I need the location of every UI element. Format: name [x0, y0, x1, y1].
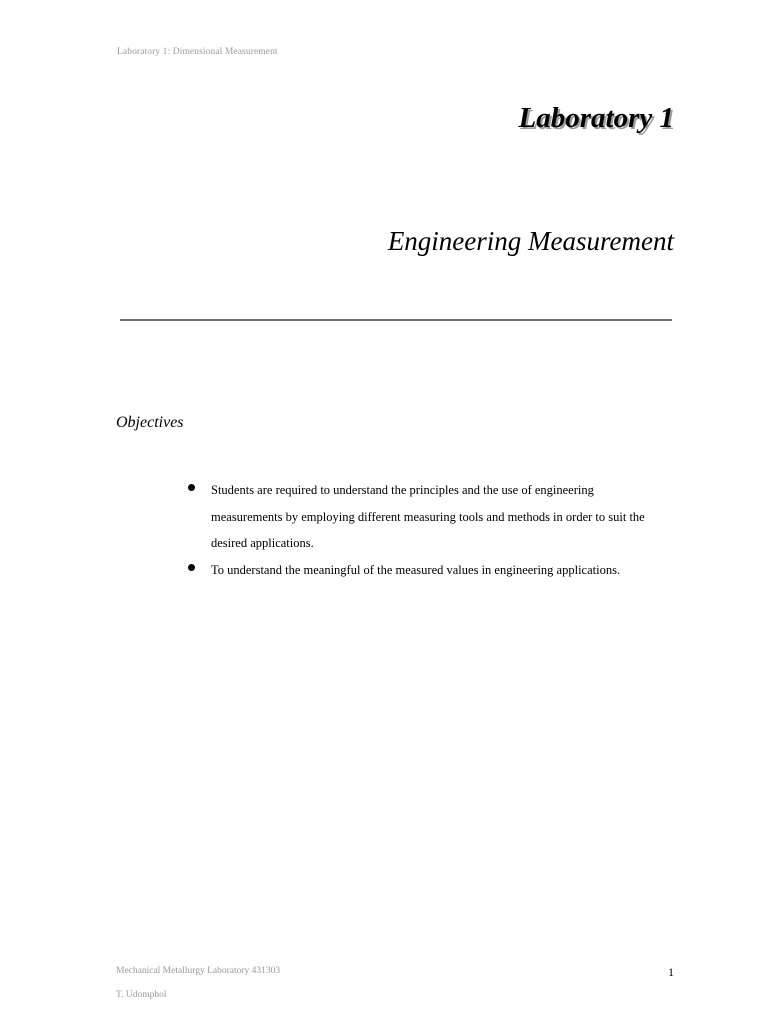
- bullet-icon: [188, 484, 195, 491]
- footer-course: Mechanical Metallurgy Laboratory 431303: [116, 966, 281, 976]
- subject-title: Engineering Measurement: [387, 226, 674, 256]
- title-divider: [120, 319, 672, 321]
- objective-item: [186, 477, 666, 557]
- objectives-list: [186, 477, 666, 583]
- bullet-icon: [188, 564, 195, 571]
- lab-title: Laboratory 1: [518, 102, 674, 134]
- running-header: Laboratory 1: Dimensional Measurement: [117, 47, 278, 57]
- footer-author: T. Udomphol: [116, 990, 167, 1000]
- objective-item: [186, 557, 666, 584]
- objective-text: Students are required to understand the principles and the use of engineering measurements by employing different measuring tools and methods in order to suit the desired applications.: [211, 483, 645, 550]
- objective-text: To understand the meaningful of the measured values in engineering applications.: [211, 562, 621, 577]
- page-number: 1: [668, 965, 674, 979]
- objectives-heading: Objectives: [116, 414, 184, 431]
